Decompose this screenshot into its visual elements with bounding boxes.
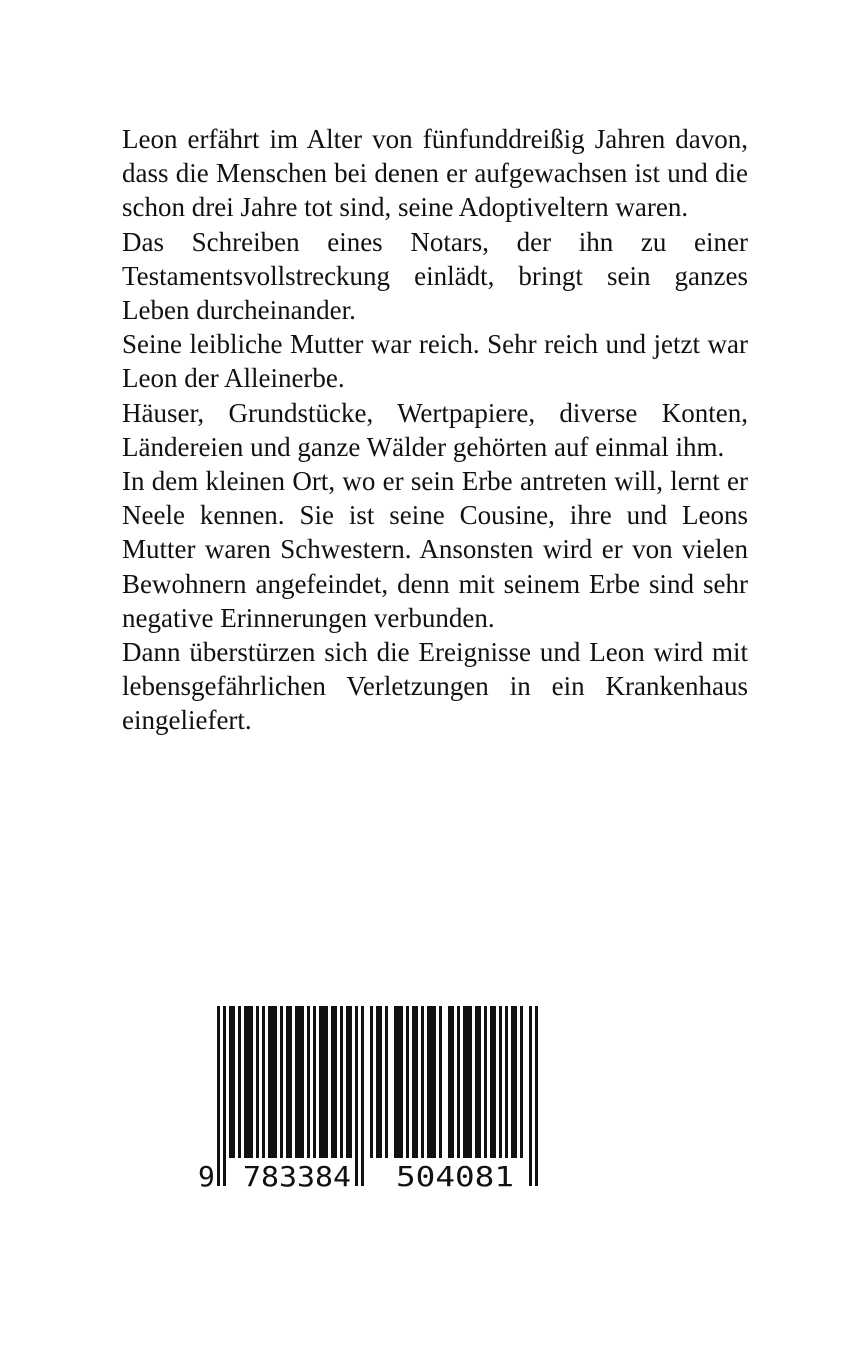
barcode-digits-left: 783384 xyxy=(243,1160,351,1190)
blurb-paragraph-2: Das Schreiben eines Notars, der ihn zu einer Testamentsvollstreckung einlädt, bringt sein ganzes Leben durcheinander. xyxy=(122,226,748,326)
barcode-digits-right: 504081 xyxy=(396,1160,514,1190)
barcode-graphic xyxy=(196,1006,548,1190)
isbn-barcode xyxy=(196,1006,548,1190)
blurb-paragraph-1: Leon erfährt im Alter von fünfunddreißig Jahren davon, dass die Menschen bei denen er aufgewachsen ist und die schon drei Jahre tot sind, seine Adoptiveltern waren. xyxy=(122,124,748,223)
blurb-paragraph-3: Seine leibliche Mutter war reich. Sehr reich und jetzt war Leon der Alleinerbe. xyxy=(122,329,748,394)
blurb-paragraph-5: In dem kleinen Ort, wo er sein Erbe antreten will, lernt er Neele kennen. Sie ist seine Cousine, ihre und Leons Mutter waren Schwestern. Ansonsten wird er von vielen Bewohnern angefeindet, denn mit seinem Erbe sind sehr negative Erinnerungen verbunden. xyxy=(122,466,748,633)
barcode-bars xyxy=(217,1006,538,1186)
back-cover-blurb xyxy=(122,122,748,738)
blurb-paragraph-6: Dann überstürzen sich die Ereignisse und Leon wird mit lebensgefährlichen Verletzungen in ein Krankenhaus eingeliefert. xyxy=(122,637,748,736)
blurb-paragraph-4: Häuser, Grundstücke, Wertpapiere, diverse Konten, Ländereien und ganze Wälder gehörten auf einmal ihm. xyxy=(122,397,748,462)
barcode-digit-first: 9 xyxy=(198,1160,215,1190)
